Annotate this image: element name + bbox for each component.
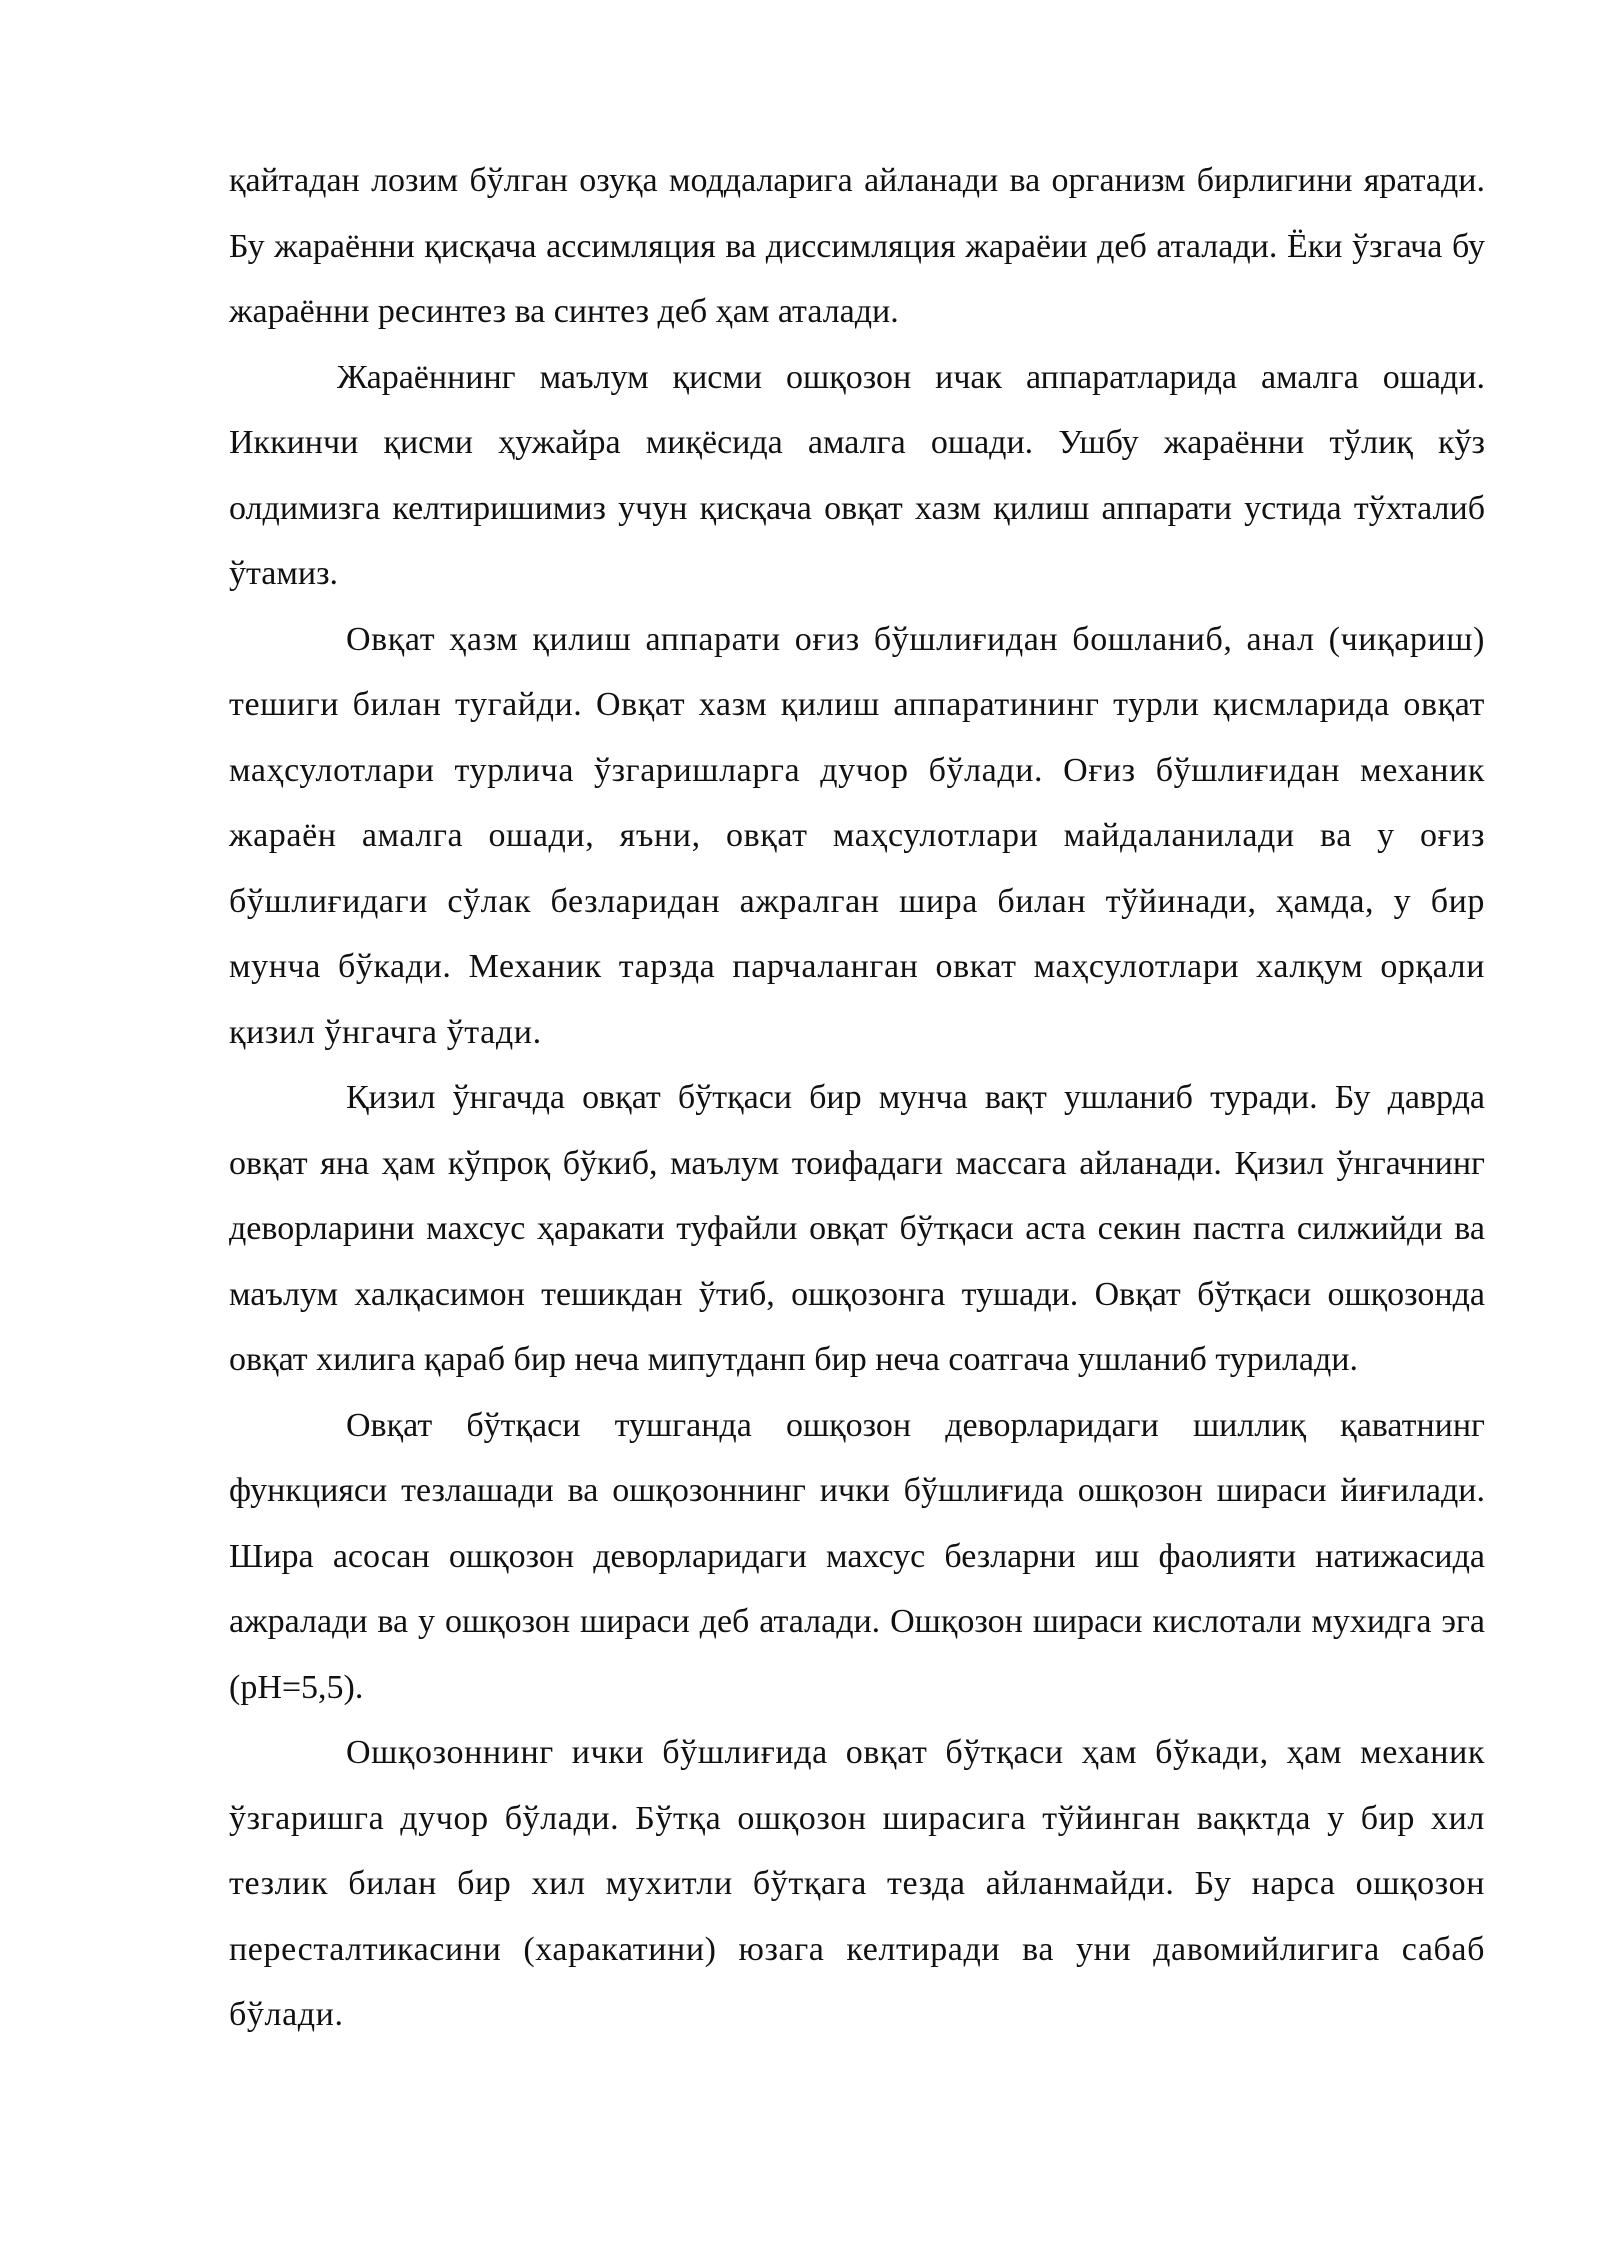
paragraph-4: Қизил ўнгачда овқат бўтқаси бир мунча вақт ушланиб туради. Бу даврда овқат яна ҳам кўпроқ бўкиб, маълум тоифадаги массага айланади. Қизил ўнгачнинг деворларини махсус ҳаракати туфайли овқат бўтқаси аста секин пастга силжийди ва маълум халқасимон тешикдан ўтиб, ошқозонга тушади. Овқат бўтқаси ошқозонда овқат хилига қараб бир неча мипутданп бир неча соатгача ушланиб турилади. bbox=[229, 1079, 1485, 1378]
paragraph-5: Овқат бўтқаси тушганда ошқозон деворларидаги шиллиқ қаватнинг функцияси тезлашади ва ошқозоннинг ички бўшлиғида ошқозон шираси йиғилади. Шира асосан ошқозон деворларидаги махсус безларни иш фаолияти натижасида ажралади ва у ошқозон шираси деб аталади. Ошқозон шираси кислотали мухидга эга (pH=5,5). bbox=[229, 1406, 1485, 1706]
paragraph-3: Овқат ҳазм қилиш аппарати оғиз бўшлиғидан бошланиб, анал (чиқариш) тешиги билан тугайди. Овқат хазм қилиш аппаратининг турли қисмларида овқат маҳсулотлари турлича ўзгаришларга дучор бўлади. Оғиз бўшлиғидан механик жараён амалга ошади, яъни, овқат маҳсулотлари майдаланилади ва у оғиз бўшлиғидаги сўлак безларидан ажралган шира билан тўйинади, ҳамда, у бир мунча бўкади. Механик тарзда парчаланган овкат маҳсулотлари халқум орқали қизил ўнгачга ўтади. bbox=[229, 620, 1485, 1051]
paragraph-6: Ошқозоннинг ички бўшлиғида овқат бўтқаси ҳам бўкади, ҳам механик ўзгаришга дучор бўлади. Бўтқа ошқозон ширасига тўйинган вақктда у бир хил тезлик билан бир хил мухитли бўтқага тезда айланмайди. Бу нарса ошқозон пересталтикасини (харакатини) юзага келтиради ва уни давомийлигига сабаб бўлади. bbox=[229, 1734, 1485, 2033]
paragraph-2: Жараённинг маълум қисми ошқозон ичак аппаратларида амалга ошади. Иккинчи қисми ҳужайра миқёсида амалга ошади. Ушбу жараённи тўлиқ кўз олдимизга келтиришимиз учун қисқача овқат хазм қилиш аппарати устида тўхталиб ўтамиз. bbox=[229, 358, 1485, 592]
document-body bbox=[229, 148, 1485, 2048]
paragraph-1: қайтадан лозим бўлган озуқа моддаларига айланади ва организм бирлигини яратади. Бу жараённи қисқача ассимляция ва диссимляция жараёии деб аталади. Ёки ўзгача бу жараённи ресинтез ва синтез деб ҳам аталади. bbox=[229, 162, 1485, 330]
